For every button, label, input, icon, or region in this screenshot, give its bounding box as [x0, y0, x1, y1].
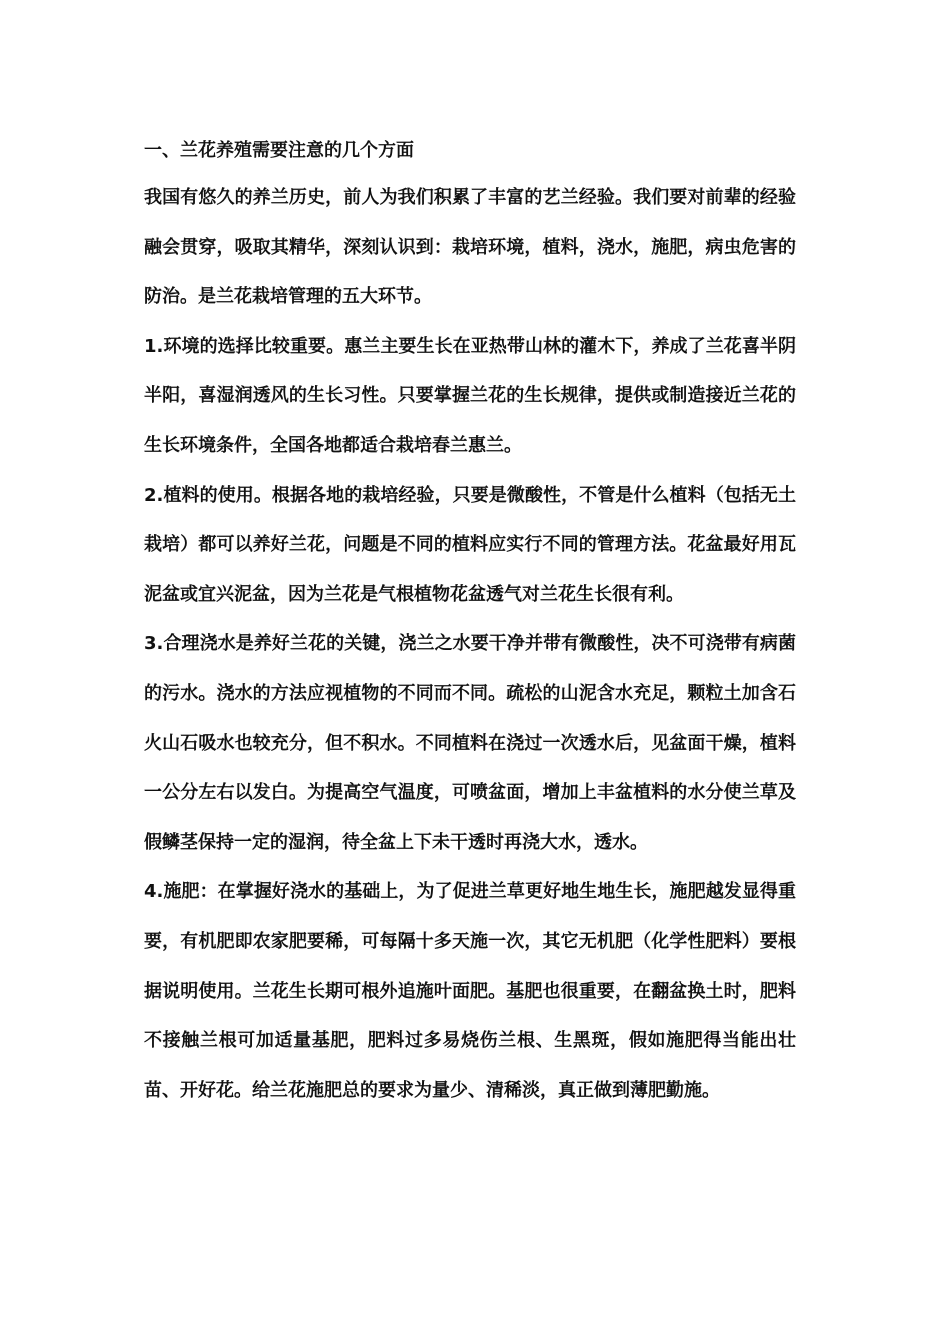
section-heading: 一、兰花养殖需要注意的几个方面	[144, 140, 414, 161]
paragraph-fertilizing: 4.施肥：在掌握好浇水的基础上，为了促进兰草更好地生地生长，施肥越发显得重要，有机肥即农家肥要稀，可每隔十多天施一次，其它无机肥（化学性肥料）要根据说明使用。兰花生长期可根外追施叶面肥。基肥也很重要，在翻盆换土时，肥料不接触兰根可加适量基肥，肥料过多易烧伤兰根、生黑斑，假如施肥得当能出壮苗、开好花。给兰花施肥总的要求为量少、清稀淡，真正做到薄肥勤施。	[144, 881, 796, 1101]
paragraph-watering: 3.合理浇水是养好兰花的关键，浇兰之水要干净并带有微酸性，决不可浇带有病菌的污水。浇水的方法应视植物的不同而不同。疏松的山泥含水充足，颗粒土加含石火山石吸水也较充分，但不积水。不同植料在浇过一次透水后，见盆面干燥，植料一公分左右以发白。为提高空气温度，可喷盆面，增加上丰盆植料的水分使兰草及假鳞茎保持一定的湿润，待全盆上下未干透时再浇大水，透水。	[144, 633, 796, 853]
paragraph-intro: 我国有悠久的养兰历史，前人为我们积累了丰富的艺兰经验。我们要对前辈的经验融会贯穿，吸取其精华，深刻认识到：栽培环境，植料，浇水，施肥，病虫危害的防治。是兰花栽培管理的五大环节。	[144, 187, 796, 308]
paragraph-environment: 1.环境的选择比较重要。惠兰主要生长在亚热带山林的灌木下，养成了兰花喜半阴半阳，喜湿润透风的生长习性。只要掌握兰花的生长规律，提供或制造接近兰花的生长环境条件，全国各地都适合栽培春兰惠兰。	[144, 335, 796, 456]
document-page	[144, 128, 796, 1115]
paragraph-planting-medium: 2.植料的使用。根据各地的栽培经验，只要是微酸性，不管是什么植料（包括无土栽培）都可以养好兰花，问题是不同的植料应实行不同的管理方法。花盆最好用瓦泥盆或宜兴泥盆，因为兰花是气根植物花盆透气对兰花生长很有利。	[144, 484, 796, 605]
